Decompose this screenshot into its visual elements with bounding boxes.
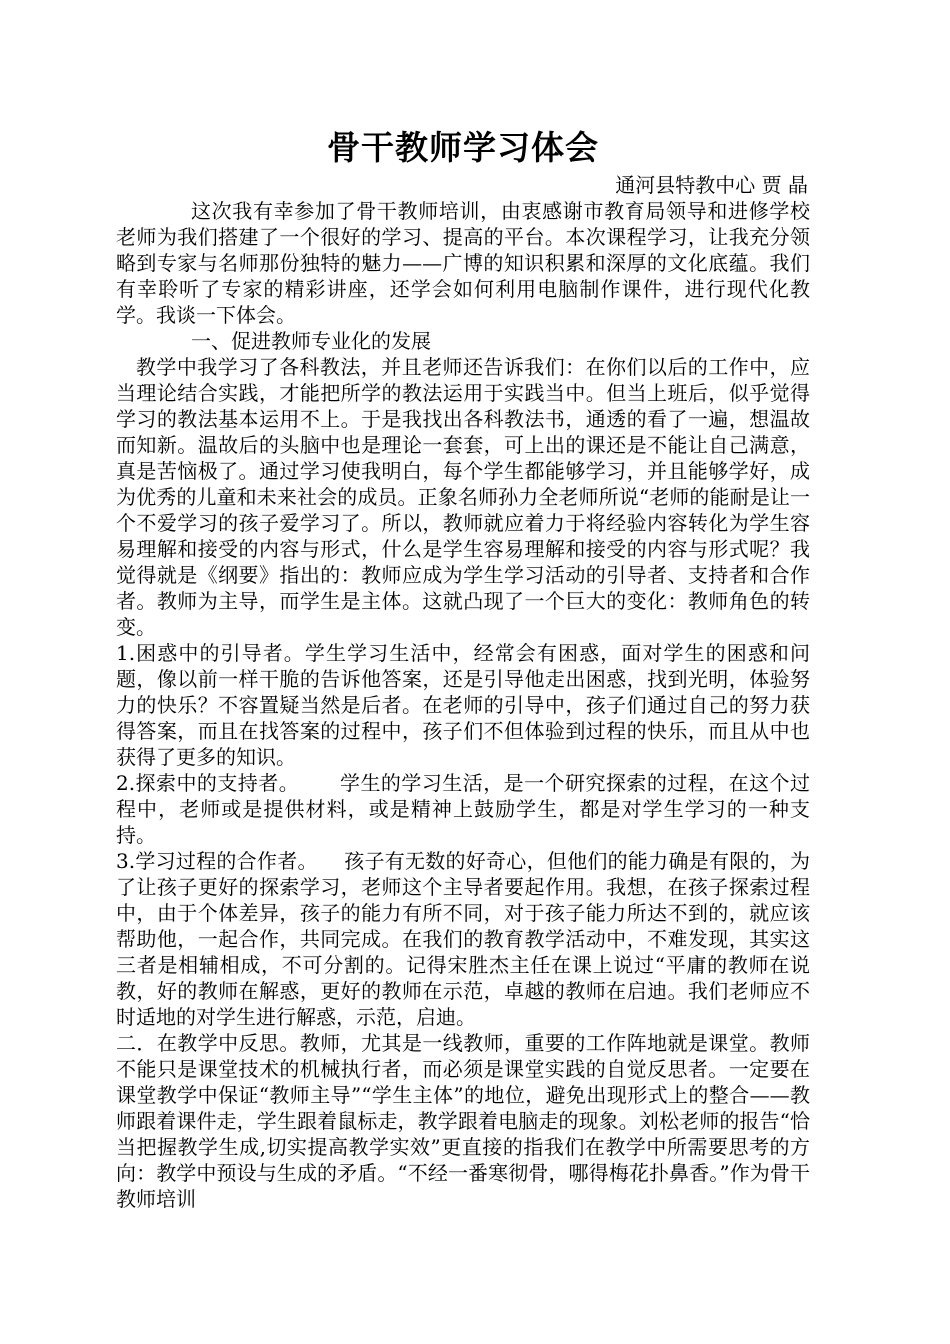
paragraph-point-2: 2.探索中的支持者。 学生的学习生活，是一个研究探索的过程，在这个过程中，老师或是提供材料，或是精神上鼓励学生，都是对学生学习的一种支持。 — [116, 771, 810, 847]
document-page — [116, 0, 810, 1212]
document-author: 通河县特教中心 贾 晶 — [615, 173, 808, 197]
paragraph-section-1: 教学中我学习了各科教法，并且老师还告诉我们：在你们以后的工作中，应当理论结合实践，才能把所学的教法运用于实践当中。但当上班后，似乎觉得学习的教法基本运用不上。于是我找出各科教法书，通透的看了一遍，想温故而知新。温故后的头脑中也是理论一套套，可上出的课还是不能让自己满意，真是苦恼极了。通过学习使我明白，每个学生都能够学习，并且能够学好，成为优秀的儿童和未来社会的成员。正象名师孙力全老师所说“老师的能耐是让一个不爱学习的孩子爱学习了。所以，教师就应着力于将经验内容转化为学生容易理解和接受的内容与形式，什么是学生容易理解和接受的内容与形式呢？我觉得就是《纲要》指出的：教师应成为学生学习活动的引导者、支持者和合作者。教师为主导，而学生是主体。这就凸现了一个巨大的变化：教师角色的转变。 — [116, 355, 810, 639]
document-body — [116, 198, 810, 1212]
paragraph-intro: 这次我有幸参加了骨干教师培训，由衷感谢市教育局领导和进修学校老师为我们搭建了一个很好的学习、提高的平台。本次课程学习，让我充分领略到专家与名师那份独特的魅力——广博的知识积累和深厚的文化底蕴。我们有幸聆听了专家的精彩讲座，还学会如何利用电脑制作课件，进行现代化教学。我谈一下体会。 — [116, 199, 810, 327]
document-title: 骨干教师学习体会 — [327, 128, 599, 167]
paragraph-point-1: 1.困惑中的引导者。学生学习生活中，经常会有困惑，面对学生的困惑和问题，像以前一样干脆的告诉他答案，还是引导他走出困惑，找到光明，体验努力的快乐？不容置疑当然是后者。在老师的引导中，孩子们通过自己的努力获得答案，而且在找答案的过程中，孩子们不但体验到过程的快乐，而且从中也获得了更多的知识。 — [116, 641, 810, 769]
section-heading-1: 一、促进教师专业化的发展 — [191, 329, 431, 353]
paragraph-point-3: 3.学习过程的合作者。 孩子有无数的好奇心，但他们的能力确是有限的，为了让孩子更好的探索学习，老师这个主导者要起作用。我想，在孩子探索过程中，由于个体差异，孩子的能力有所不同，对于孩子能力所达不到的，就应该帮助他，一起合作，共同完成。在我们的教育教学活动中，不难发现，其实这三者是相辅相成，不可分割的。记得宋胜杰主任在课上说过“平庸的教师在说教，好的教师在解惑，更好的教师在示范，卓越的教师在启迪。我们老师应不时适地的对学生进行解惑，示范，启迪。 — [116, 849, 810, 1029]
paragraph-section-2: 二．在教学中反思。教师，尤其是一线教师，重要的工作阵地就是课堂。教师不能只是课堂技术的机械执行者，而必须是课堂实践的自觉反思者。一定要在课堂教学中保证“教师主导”“学生主体”的地位，避免出现形式上的整合——教师跟着课件走，学生跟着鼠标走，教学跟着电脑走的现象。刘松老师的报告“恰当把握教学生成,切实提高教学实效”更直接的指我们在教学中所需要思考的方向：教学中预设与生成的矛盾。“不经一番寒彻骨，哪得梅花扑鼻香。”作为骨干教师培训 — [116, 1031, 810, 1211]
